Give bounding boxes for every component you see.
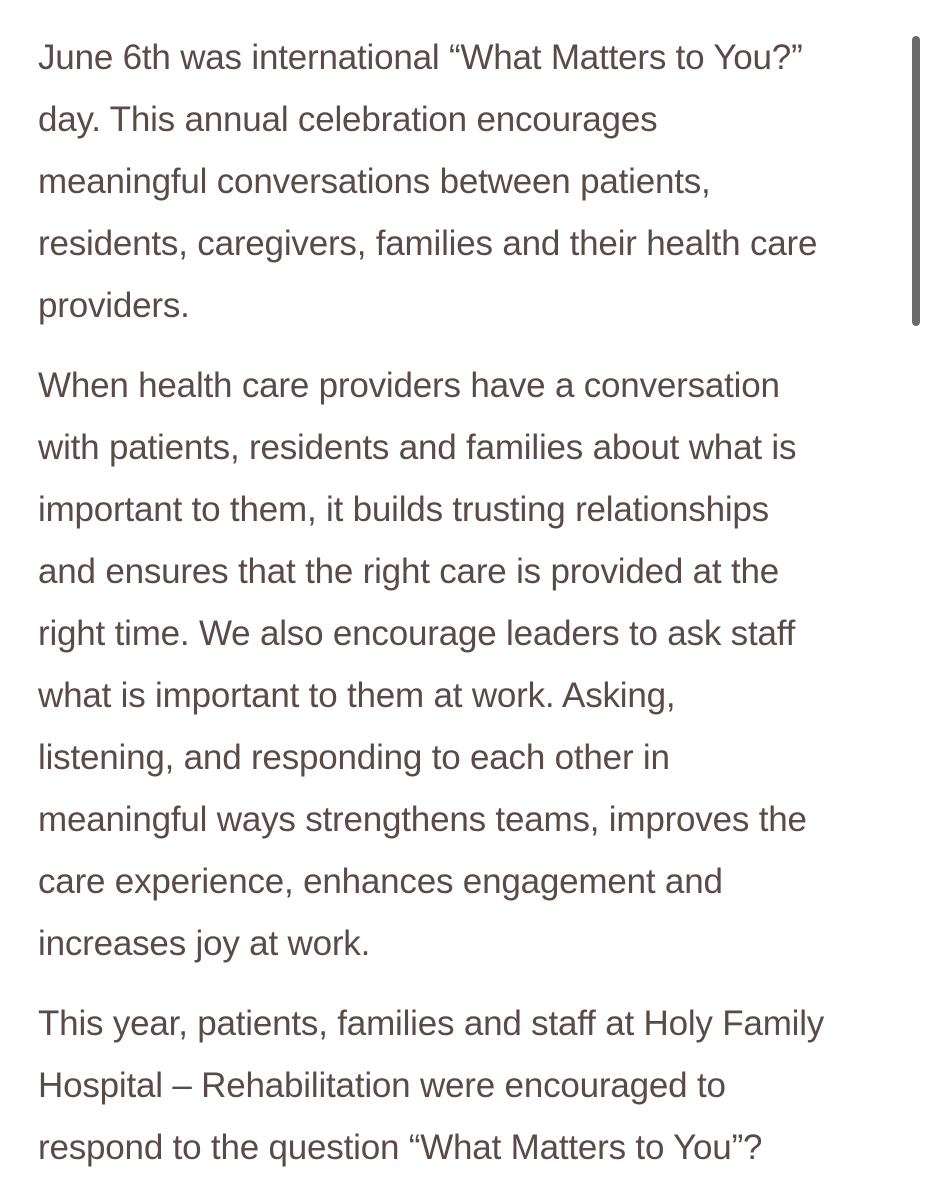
text-line: residents, caregivers, families and their health care	[38, 224, 818, 263]
text-line: care experience, enhances engagement and	[38, 862, 723, 901]
text-line: providers.	[38, 286, 190, 325]
text-line: respond to the question “What Matters to You”?	[38, 1128, 763, 1167]
article-body	[38, 27, 898, 1197]
text-line: right time. We also encourage leaders to ask staff	[38, 614, 796, 653]
paragraph-conversations	[38, 355, 898, 975]
text-line: meaningful conversations between patients,	[38, 162, 711, 201]
paragraph-intro	[38, 27, 898, 337]
text-line: important to them, it builds trusting relationships	[38, 490, 769, 529]
text-line: with patients, residents and families about what is	[38, 428, 797, 467]
text-line: This year, patients, families and staff at Holy Family	[38, 1004, 825, 1043]
text-line: listening, and responding to each other in	[38, 738, 670, 777]
text-line: Hospital – Rehabilitation were encouraged to	[38, 1066, 726, 1105]
text-line: day. This annual celebration encourages	[38, 100, 658, 139]
text-line: what is important to them at work. Asking,	[38, 676, 676, 715]
text-line: meaningful ways strengthens teams, improves the	[38, 800, 807, 839]
text-line: When health care providers have a conversation	[38, 366, 780, 405]
text-line: and ensures that the right care is provided at the	[38, 552, 780, 591]
text-line: increases joy at work.	[38, 924, 371, 963]
paragraph-this-year	[38, 993, 898, 1179]
text-line: June 6th was international “What Matters to You?”	[38, 38, 803, 77]
scrollbar-thumb[interactable]	[912, 36, 920, 326]
